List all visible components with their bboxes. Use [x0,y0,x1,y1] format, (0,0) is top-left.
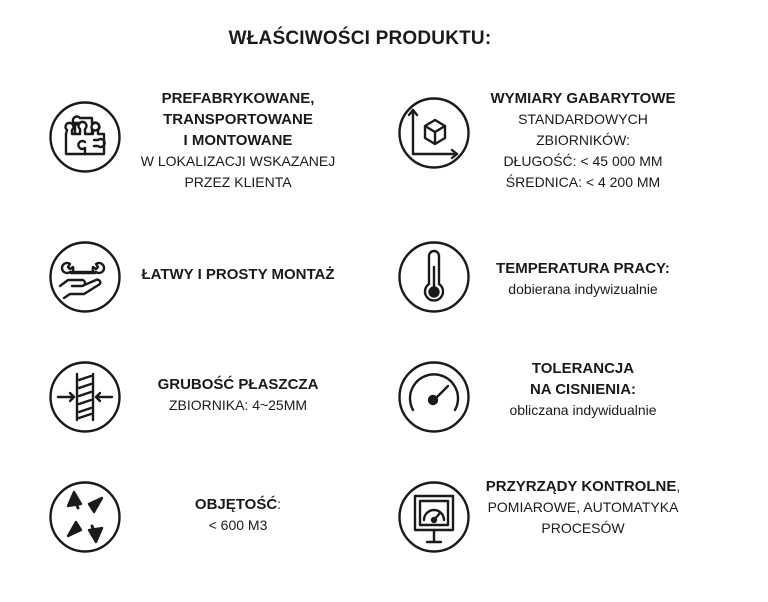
feature-text-line: < 600 M3 [208,517,268,533]
feature-heading-line: ŁATWY I PROSTY MONTAŻ [141,266,335,283]
feature-wall-thickness [138,374,338,416]
feature-text-line: POMIAROWE, AUTOMATYKA [487,499,679,515]
feature-text-line: PROCESÓW [541,520,625,536]
feature-heading-line: PRZYRZĄDY KONTROLNE [485,478,677,495]
feature-pressure [478,358,688,421]
feature-text-line: STANDARDOWYCH [518,111,648,127]
feature-heading-line: OBJĘTOŚĆ [194,496,278,513]
feature-volume [138,494,338,536]
wall-thickness-icon [48,360,122,434]
feature-text-line: dobierana indywizualnie [508,281,658,297]
page-title: WŁAŚCIWOŚCI PRODUKTU: [228,28,492,49]
feature-text-line: W LOKALIZACJI WSKAZANEJ [140,153,336,169]
wrench-hand-icon [48,240,122,314]
feature-text-line: ZBIORNIKÓW: [536,132,630,148]
feature-control-instruments [478,476,688,539]
feature-heading-line: I MONTOWANE [183,132,293,149]
feature-heading-line: GRUBOŚĆ PŁASZCZA [157,376,319,393]
feature-prefabricated [138,88,338,193]
feature-temperature [478,258,688,300]
feature-text-line: obliczana indywidualnie [509,402,657,418]
feature-dimensions [478,88,688,193]
control-panel-icon [397,480,471,554]
volume-arrows-icon [48,480,122,554]
feature-heading-punct: : [277,496,282,512]
feature-text-line: ŚREDNICA: < 4 200 MM [505,174,661,190]
thermometer-icon [397,240,471,314]
feature-heading-line: WYMIARY GABARYTOWE [490,90,676,107]
feature-heading-line: TEMPERATURA PRACY: [496,260,670,277]
dimensions-cube-icon [397,96,471,170]
feature-text-line: DŁUGOŚĆ: < 45 000 MM [503,153,663,169]
feature-text-line: PRZEZ KLIENTA [184,174,292,190]
feature-heading-line: NA CISNIENIA: [529,381,637,398]
feature-heading-line: TOLERANCJA [531,360,635,377]
feature-heading-line: PREFABRYKOWANE, [161,90,315,107]
feature-text-line: ZBIORNIKA: 4~25MM [168,397,308,413]
pressure-gauge-icon [397,360,471,434]
feature-easy-install [138,264,338,285]
puzzle-icon [48,100,122,174]
feature-heading-line: TRANSPORTOWANE [163,111,313,128]
feature-heading-punct: , [676,478,681,494]
